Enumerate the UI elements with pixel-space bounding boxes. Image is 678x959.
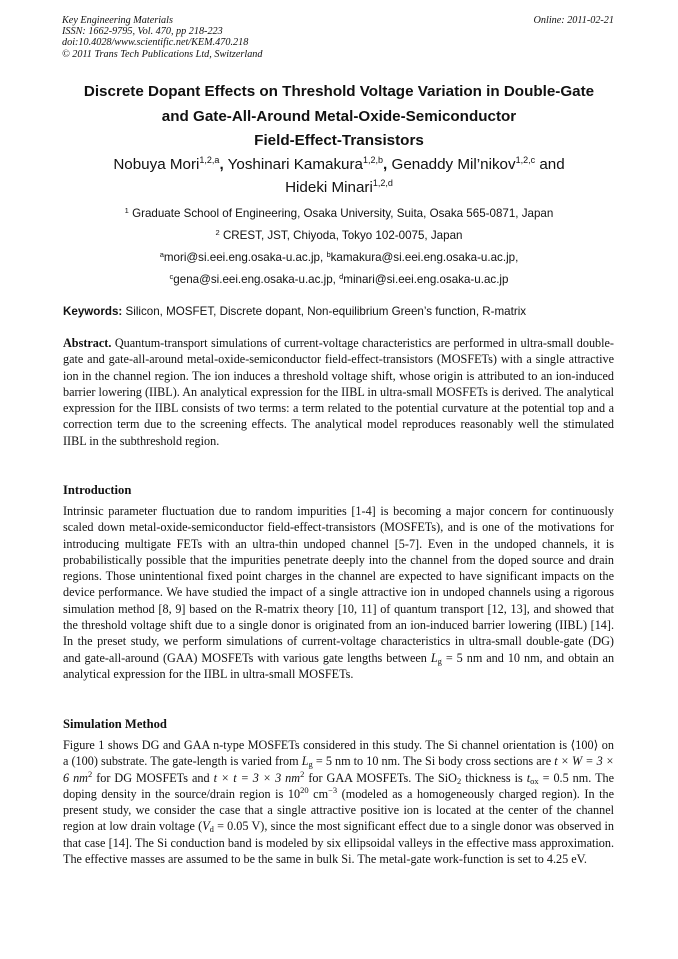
author-line-2: [60, 176, 618, 199]
affiliation-2: $^2$ CREST, JST, Chiyoda, Tokyo 102-0075, Japan: [215, 228, 463, 242]
author-name: Hideki Minari: [285, 179, 373, 196]
author-and: and: [539, 156, 565, 173]
keywords-text: Silicon, MOSFET, Discrete dopant, Non-equilibrium Green’s function, R-matrix: [125, 305, 527, 318]
journal-doi: doi:10.4028/www.scientific.net/KEM.470.218: [62, 37, 249, 49]
title-line-2: and Gate-All-Around Metal-Oxide-Semiconductor: [161, 107, 517, 125]
author-name: Genaddy Mil’nikov: [391, 156, 516, 173]
journal-issn: ISSN: 1662-9795, Vol. 470, pp 218-223: [62, 26, 223, 38]
email-link[interactable]: mori@si.eei.eng.osaka-u.ac.jp,: [163, 251, 324, 264]
author-name: Yoshinari Kamakura: [227, 156, 363, 173]
email-link[interactable]: gena@si.eei.eng.osaka-u.ac.jp,: [173, 273, 336, 286]
section-heading-introduction: Introduction: [63, 483, 132, 497]
abstract-label: Abstract.: [63, 336, 112, 350]
journal-copyright: © 2011 Trans Tech Publications Ltd, Switzerland: [62, 48, 263, 60]
simulation-body: Figure 1 shows DG and GAA n-type MOSFETs considered in this study. The Si channel orientation is ⟨100⟩ on a (100) substrate. The gate-length is varied from $L_g = 5$ nm to 10 nm. The Si body cross sections are t × W = 3 × 6 $nm^2$ for DG MOSFETs and t × t = 3 × 3 $nm^2$ for GAA MOSFETs. The SiO$_2$ thickness is $t_{ox} = 0.5$ nm. The doping density in the source/drain region is $10^{20}$ $cm^{-3}$ (modeled as a homogeneously charged region). In the present study, we consider the case that a single attractive positive ion is located at the center of the channel region at low drain voltage ($V_d = 0.05$ V), since the most significant effect due to a single donor was observed in that case [14]. The Si conduction band is modeled by six ellipsoidal valleys in the effective mass approximation. The effective masses are assumed to be the same in bulk Si. The metal-gate work-function is set to 4.25 eV.: [63, 738, 615, 867]
journal-name: Key Engineering Materials: [62, 15, 173, 26]
author-affil-mark: 1,2,b: [363, 155, 384, 165]
journal-header: [62, 15, 614, 60]
author-affil-mark: 1,2,d: [372, 178, 393, 188]
author-affil-mark: 1,2,a: [199, 155, 220, 165]
paper-title: [60, 80, 618, 154]
title-line-1: Discrete Dopant Effects on Threshold Voltage Variation in Double-Gate: [83, 83, 595, 100]
keywords: [63, 305, 623, 319]
author-list: [60, 153, 618, 199]
keywords-label: Keywords:: [63, 305, 123, 318]
introduction-body: Intrinsic parameter fluctuation due to random impurities [1-4] is becoming a major concern for continuously scaled down metal-oxide-semiconductor field-effect-transistors (MOSFETs), and is one of the motivations for introducing multigate FETs with an ultra-thin undoped channel [5-7]. Even in the undoped channels, it is probabilistically possible that the impurities penetrate deeply into the channel from the doped source and drain regions. Those unintentional fixed point charges in the channel are expected to have significant impacts on the device performance. We have studied the impact of a single attractive ion in undoped channels using a rigorous simulation method [8, 9] based on the R-matrix theory [10, 11] of quantum transport [12, 13], and showed that the threshold voltage shift due to a single donor is originated from an ion-induced barrier lowering (IIBL) [14]. In the preset study, we perform simulations of current-voltage characteristics in ultra-small double-gate (DG) and gate-all-around (GAA) MOSFETs with various gate lengths between $L_g = 5$ nm and 10 nm, and obtain an analytical expression for the IIBL in ultra-small MOSFETs.: [63, 504, 615, 681]
affiliation-1: $^1$ Graduate School of Engineering, Osaka University, Suita, Osaka 565-0871, Japan: [124, 206, 554, 220]
author-affil-mark: 1,2,c: [515, 155, 536, 165]
online-date: Online: 2011-02-21: [533, 15, 614, 26]
email-link[interactable]: minari@si.eei.eng.osaka-u.ac.jp: [343, 273, 509, 286]
abstract-text: Quantum-transport simulations of current-voltage characteristics are performed in ultra-small double-gate and gate-all-around metal-oxide-semiconductor field-effect-transistors (MOSFETs) with a single attractive ion in the channel region. The ion induces a threshold voltage shift, whose origin is attributed to an ion-induced barrier lowering (IIBL). An analytical expression for the IIBL in ultra-small MOSFETs is derived. The analytical expression for the IIBL consists of two terms: a term related to the potential curvature at the potential top and a correction term due to the screening effects. The analytical model reproduces reasonably well the stimulated IIBL in the subthreshold region.: [63, 336, 614, 448]
title-line-3: Field-Effect-Transistors: [254, 132, 424, 149]
email-line-2: $^c$gena@si.eei.eng.osaka-u.ac.jp, $^d$minari@si.eei.eng.osaka-u.ac.jp: [169, 272, 509, 286]
author-line-1: Nobuya Mori$^{1,2,a}$, Yoshinari Kamakura$^{1,2,b}$, Genaddy Mil’nikov$^{1,2,c}$ and: [113, 155, 565, 173]
section-heading-simulation-method: Simulation Method: [63, 717, 167, 731]
author-name: Nobuya Mori: [113, 156, 200, 173]
email-link[interactable]: kamakura@si.eei.eng.osaka-u.ac.jp,: [330, 251, 519, 264]
email-line-1: $^a$mori@si.eei.eng.osaka-u.ac.jp, $^b$kamakura@si.eei.eng.osaka-u.ac.jp,: [159, 250, 519, 264]
abstract: [63, 335, 614, 449]
